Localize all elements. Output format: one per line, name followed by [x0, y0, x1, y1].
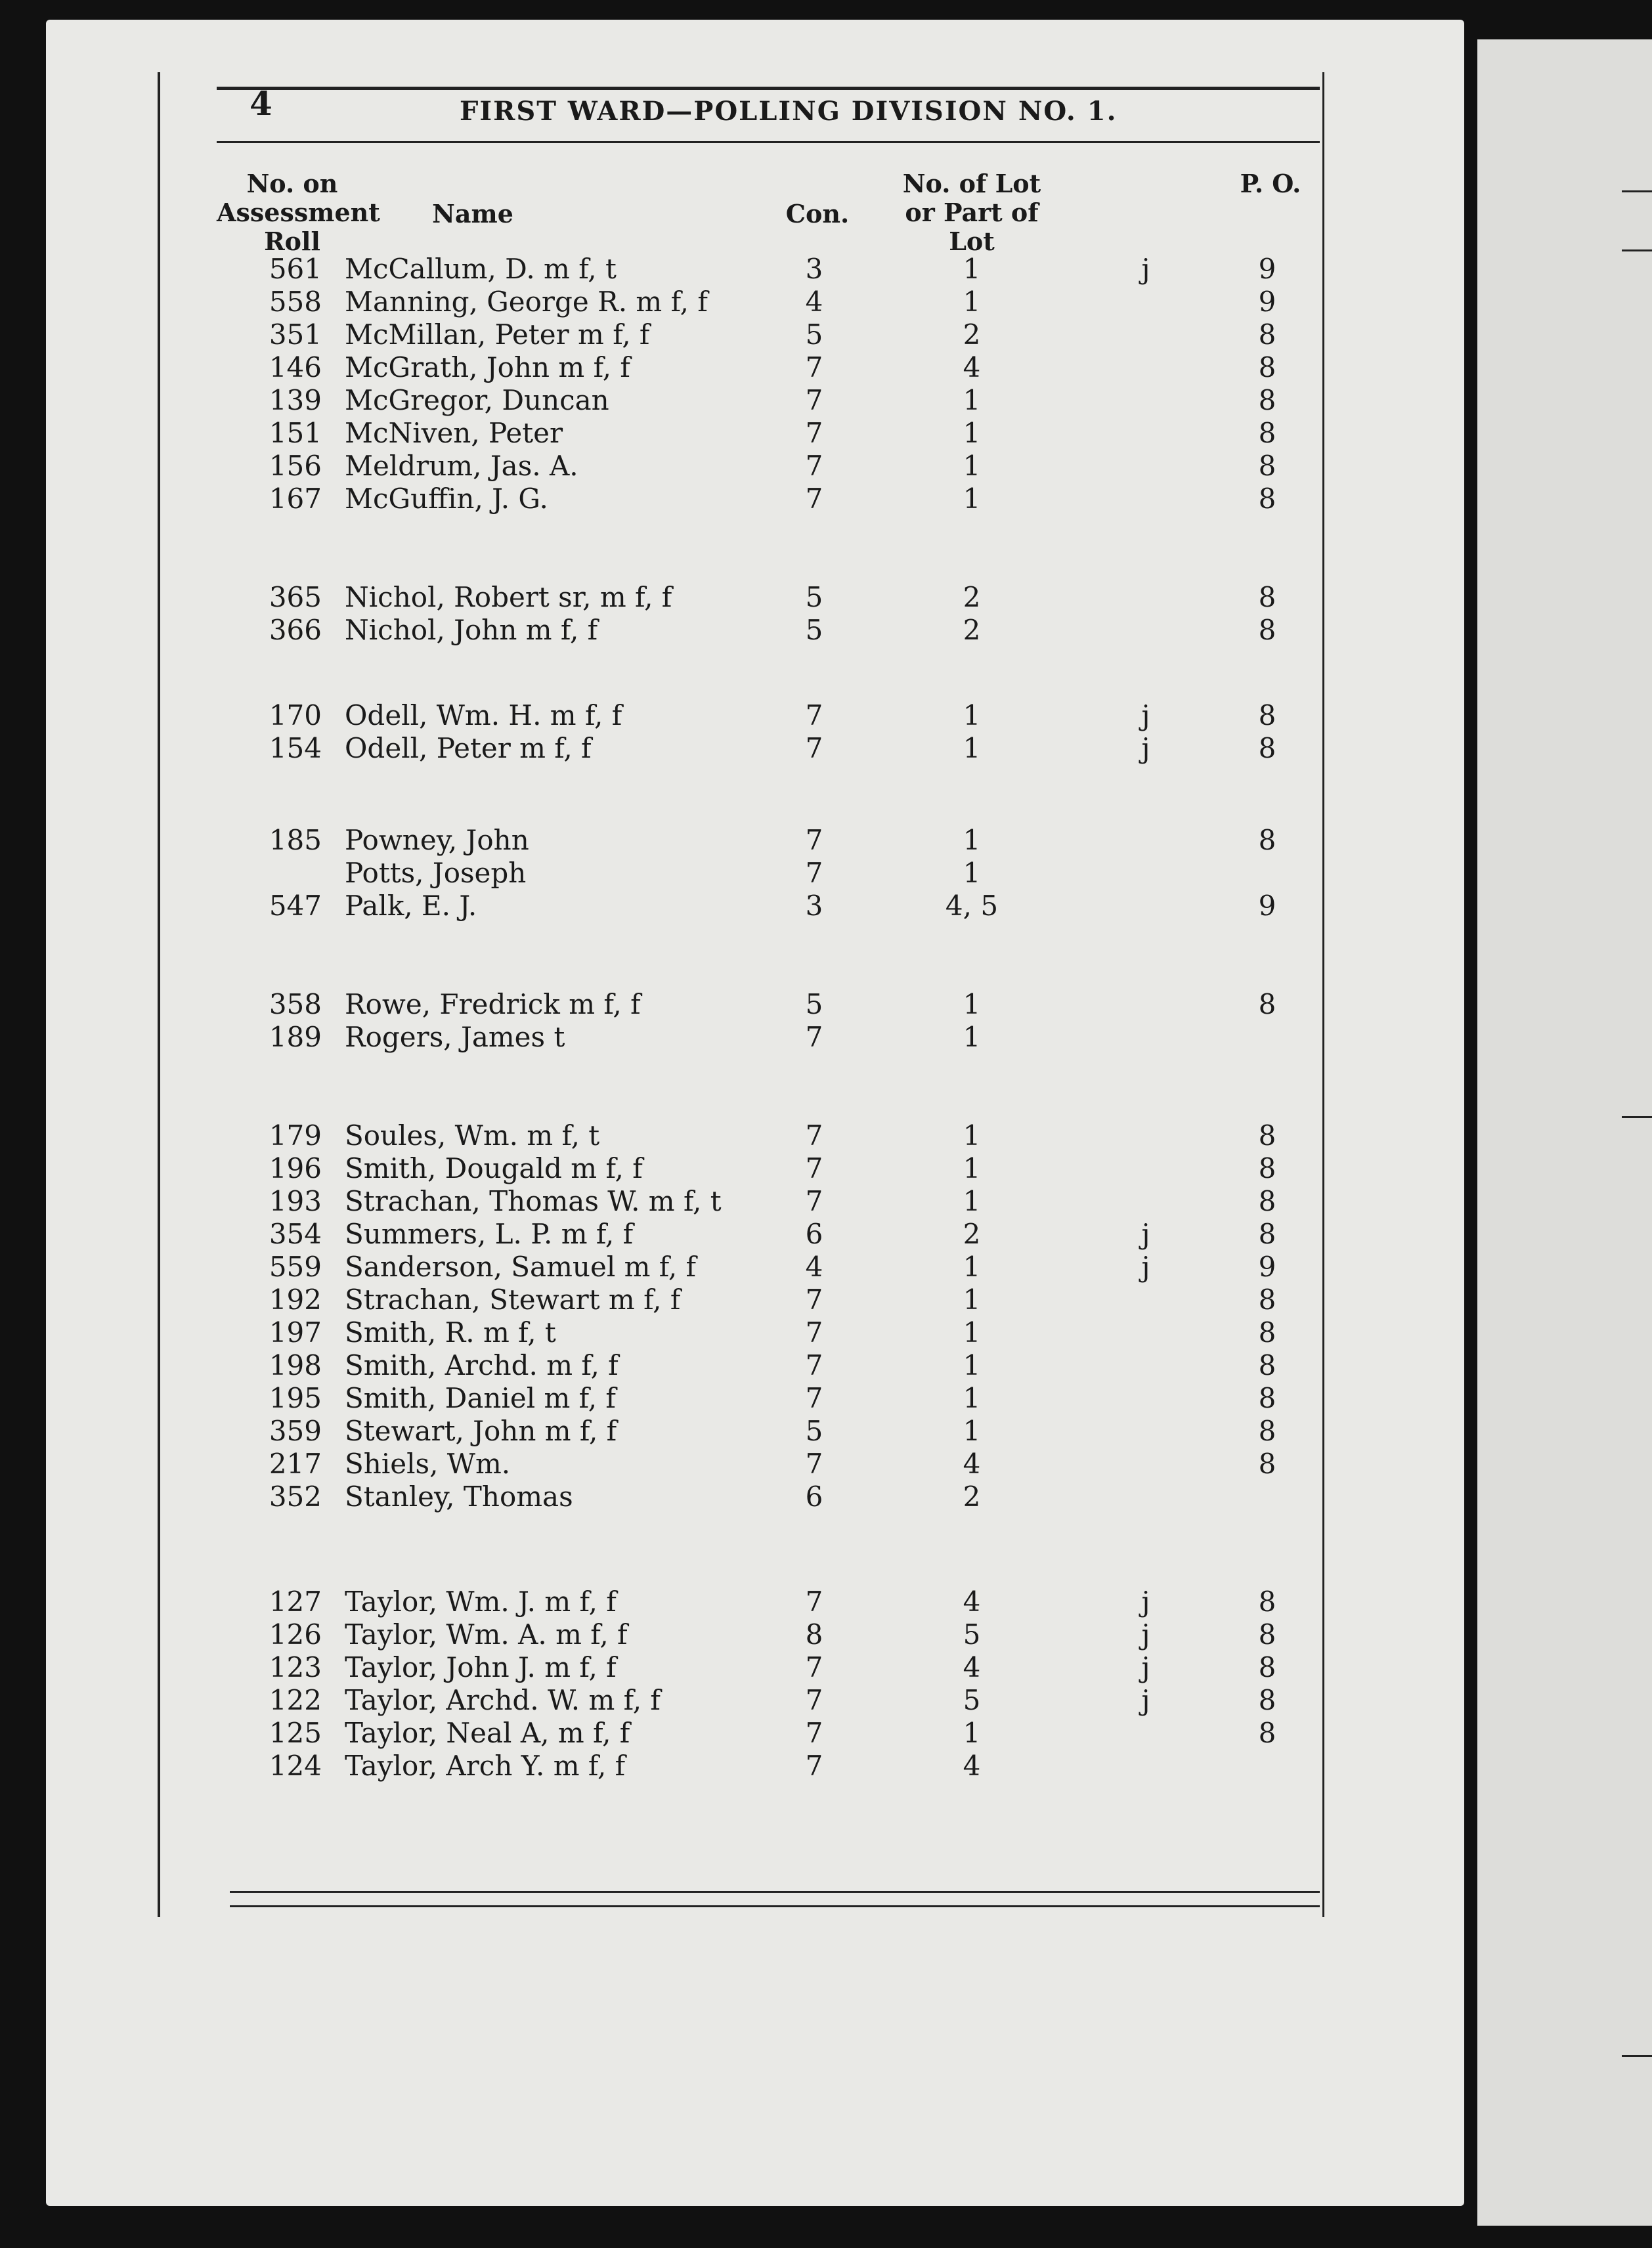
juror-mark: j	[1141, 1684, 1150, 1716]
concession: 7	[805, 857, 823, 889]
voter-name: Shiels, Wm.	[345, 1448, 511, 1480]
lot-number: 2	[963, 318, 981, 351]
post-office: 8	[1258, 417, 1276, 449]
post-office: 8	[1258, 1185, 1276, 1217]
post-office: 8	[1258, 384, 1276, 416]
roll-number: 193	[269, 1185, 322, 1217]
post-office: 8	[1258, 483, 1276, 515]
header-rule-top	[217, 87, 1320, 90]
voter-name: Taylor, Wm. A. m f, f	[345, 1618, 628, 1651]
table-row	[0, 483, 1418, 515]
lot-number: 4	[963, 1586, 981, 1618]
roll-number: 189	[269, 1021, 322, 1053]
table-row	[0, 1218, 1418, 1251]
post-office: 8	[1258, 1349, 1276, 1381]
post-office: 8	[1258, 988, 1276, 1020]
post-office: 8	[1258, 1448, 1276, 1480]
voter-name: Soules, Wm. m f, t	[345, 1119, 600, 1152]
table-row	[0, 1349, 1418, 1382]
voter-name: Smith, Dougald m f, f	[345, 1152, 643, 1184]
lot-number: 1	[963, 286, 981, 318]
lot-number: 1	[963, 732, 981, 764]
voter-name: Taylor, Arch Y. m f, f	[345, 1750, 626, 1782]
page-number: 4	[250, 84, 272, 123]
table-row	[0, 890, 1418, 922]
roll-number: 198	[269, 1349, 322, 1381]
lot-number: 1	[963, 699, 981, 731]
post-office: 8	[1258, 1152, 1276, 1184]
concession: 7	[805, 1185, 823, 1217]
voter-name: McGuffin, J. G.	[345, 483, 548, 515]
lot-number: 1	[963, 384, 981, 416]
roll-number: 558	[269, 286, 322, 318]
lot-number: 2	[963, 581, 981, 613]
concession: 7	[805, 1316, 823, 1349]
table-row	[0, 581, 1418, 614]
table-row	[0, 351, 1418, 384]
juror-mark: j	[1141, 699, 1150, 731]
concession: 7	[805, 483, 823, 515]
roll-number: 561	[269, 253, 322, 285]
lot-number: 1	[963, 1119, 981, 1152]
juror-mark: j	[1141, 1251, 1150, 1283]
juror-mark: j	[1141, 253, 1150, 285]
table-row	[0, 824, 1418, 857]
post-office: 8	[1258, 1119, 1276, 1152]
post-office: 8	[1258, 1586, 1276, 1618]
concession: 7	[805, 1021, 823, 1053]
lot-number: 1	[963, 253, 981, 285]
table-row	[0, 1021, 1418, 1054]
voter-name: Strachan, Stewart m f, f	[345, 1284, 681, 1316]
post-office: 8	[1258, 732, 1276, 764]
table-row	[0, 1717, 1418, 1750]
post-office: 8	[1258, 1218, 1276, 1250]
voter-name: Potts, Joseph	[345, 857, 527, 889]
col-header-lot: No. of Lot or Part of Lot	[902, 169, 1041, 256]
concession: 7	[805, 1382, 823, 1414]
post-office: 9	[1258, 890, 1276, 922]
concession: 5	[805, 581, 823, 613]
concession: 7	[805, 1349, 823, 1381]
concession: 7	[805, 1284, 823, 1316]
voter-name: McMillan, Peter m f, f	[345, 318, 650, 351]
roll-number: 151	[269, 417, 322, 449]
post-office: 8	[1258, 824, 1276, 856]
footer-rule-bottom	[230, 1905, 1320, 1907]
post-office: 8	[1258, 1684, 1276, 1716]
concession: 5	[805, 988, 823, 1020]
post-office: 8	[1258, 1618, 1276, 1651]
voter-name: McNiven, Peter	[345, 417, 563, 449]
lot-number: 1	[963, 857, 981, 889]
post-office: 8	[1258, 581, 1276, 613]
concession: 6	[805, 1481, 823, 1513]
table-row	[0, 1651, 1418, 1684]
col-header-roll: No. on Assessment Roll	[217, 169, 380, 256]
lot-number: 2	[963, 614, 981, 646]
voter-name: Palk, E. J.	[345, 890, 477, 922]
roll-number: 366	[269, 614, 322, 646]
voter-name: Meldrum, Jas. A.	[345, 450, 578, 482]
roll-number: 127	[269, 1586, 322, 1618]
table-row	[0, 1481, 1418, 1513]
lot-number: 1	[963, 1284, 981, 1316]
post-office: 8	[1258, 1284, 1276, 1316]
post-office: 8	[1258, 1717, 1276, 1749]
concession: 7	[805, 1717, 823, 1749]
roll-number: 365	[269, 581, 322, 613]
roll-number: 352	[269, 1481, 322, 1513]
table-row	[0, 988, 1418, 1021]
voter-name: McCallum, D. m f, t	[345, 253, 617, 285]
table-row	[0, 1750, 1418, 1783]
concession: 7	[805, 1684, 823, 1716]
table-row	[0, 1251, 1418, 1284]
voter-name: Rowe, Fredrick m f, f	[345, 988, 641, 1020]
post-office: 8	[1258, 351, 1276, 383]
table-row	[0, 1316, 1418, 1349]
lot-number: 1	[963, 824, 981, 856]
concession: 4	[805, 286, 823, 318]
table-row	[0, 699, 1418, 732]
post-office: 9	[1258, 1251, 1276, 1283]
concession: 7	[805, 1750, 823, 1782]
concession: 5	[805, 1415, 823, 1447]
table-row	[0, 1618, 1418, 1651]
concession: 5	[805, 614, 823, 646]
roll-number: 197	[269, 1316, 322, 1349]
concession: 7	[805, 1448, 823, 1480]
voter-name: Rogers, James t	[345, 1021, 565, 1053]
table-row	[0, 1448, 1418, 1481]
concession: 8	[805, 1618, 823, 1651]
roll-number: 124	[269, 1750, 322, 1782]
concession: 7	[805, 1152, 823, 1184]
concession: 3	[805, 890, 823, 922]
roll-number: 122	[269, 1684, 322, 1716]
table-row	[0, 1586, 1418, 1618]
footer-rule-top	[230, 1891, 1320, 1893]
roll-number: 123	[269, 1651, 322, 1683]
page-title: FIRST WARD—POLLING DIVISION NO. 1.	[460, 96, 1118, 127]
roll-number: 185	[269, 824, 322, 856]
table-row	[0, 286, 1418, 318]
juror-mark: j	[1141, 732, 1150, 764]
juror-mark: j	[1141, 1586, 1150, 1618]
table-row	[0, 732, 1418, 765]
voter-name: Nichol, Robert sr, m f, f	[345, 581, 672, 613]
post-office: 9	[1258, 286, 1276, 318]
lot-number: 1	[963, 450, 981, 482]
concession: 7	[805, 1586, 823, 1618]
concession: 4	[805, 1251, 823, 1283]
post-office: 8	[1258, 1316, 1276, 1349]
voter-name: Manning, George R. m f, f	[345, 286, 708, 318]
concession: 7	[805, 450, 823, 482]
voter-name: McGregor, Duncan	[345, 384, 609, 416]
roll-number: 125	[269, 1717, 322, 1749]
lot-number: 1	[963, 417, 981, 449]
table-row	[0, 1415, 1418, 1448]
concession: 7	[805, 824, 823, 856]
roll-number: 139	[269, 384, 322, 416]
lot-number: 1	[963, 1152, 981, 1184]
voter-name: Nichol, John m f, f	[345, 614, 598, 646]
adjacent-page-edge	[1477, 39, 1652, 2226]
lot-number: 1	[963, 988, 981, 1020]
roll-number: 217	[269, 1448, 322, 1480]
post-office: 8	[1258, 318, 1276, 351]
lot-number: 1	[963, 1415, 981, 1447]
table-row	[0, 253, 1418, 286]
table-row	[0, 1684, 1418, 1717]
voter-name: Taylor, Archd. W. m f, f	[345, 1684, 661, 1716]
concession: 7	[805, 384, 823, 416]
table-row	[0, 857, 1418, 890]
roll-number: 179	[269, 1119, 322, 1152]
voter-name: Stanley, Thomas	[345, 1481, 573, 1513]
table-row	[0, 1284, 1418, 1316]
col-header-name: Name	[432, 199, 513, 228]
lot-number: 1	[963, 1185, 981, 1217]
roll-number: 358	[269, 988, 322, 1020]
table-row	[0, 1185, 1418, 1218]
table-row	[0, 318, 1418, 351]
voter-name: Smith, Archd. m f, f	[345, 1349, 619, 1381]
roll-number: 559	[269, 1251, 322, 1283]
voter-name: Sanderson, Samuel m f, f	[345, 1251, 697, 1283]
voter-name: Powney, John	[345, 824, 529, 856]
voter-name: Stewart, John m f, f	[345, 1415, 617, 1447]
voter-name: Strachan, Thomas W. m f, t	[345, 1185, 722, 1217]
voter-name: Taylor, John J. m f, f	[345, 1651, 617, 1683]
post-office: 8	[1258, 1651, 1276, 1683]
lot-number: 2	[963, 1481, 981, 1513]
lot-number: 4	[963, 351, 981, 383]
concession: 6	[805, 1218, 823, 1250]
table-row	[0, 1152, 1418, 1185]
post-office: 8	[1258, 699, 1276, 731]
voter-name: Odell, Peter m f, f	[345, 732, 592, 764]
lot-number: 4	[963, 1651, 981, 1683]
roll-number: 154	[269, 732, 322, 764]
concession: 7	[805, 1651, 823, 1683]
voter-name: Odell, Wm. H. m f, f	[345, 699, 622, 731]
roll-number: 156	[269, 450, 322, 482]
concession: 5	[805, 318, 823, 351]
lot-number: 1	[963, 1382, 981, 1414]
roll-number: 196	[269, 1152, 322, 1184]
table-row	[0, 1119, 1418, 1152]
roll-number: 195	[269, 1382, 322, 1414]
roll-number: 167	[269, 483, 322, 515]
roll-number: 354	[269, 1218, 322, 1250]
concession: 7	[805, 732, 823, 764]
concession: 7	[805, 351, 823, 383]
post-office: 9	[1258, 253, 1276, 285]
lot-number: 1	[963, 1316, 981, 1349]
roll-number: 351	[269, 318, 322, 351]
roll-number: 146	[269, 351, 322, 383]
voter-name: Smith, Daniel m f, f	[345, 1382, 616, 1414]
table-row	[0, 614, 1418, 647]
juror-mark: j	[1141, 1651, 1150, 1683]
lot-number: 5	[963, 1684, 981, 1716]
concession: 7	[805, 1119, 823, 1152]
roll-number: 192	[269, 1284, 322, 1316]
voter-name: Taylor, Neal A, m f, f	[345, 1717, 630, 1749]
voter-name: Summers, L. P. m f, f	[345, 1218, 634, 1250]
roll-number: 170	[269, 699, 322, 731]
lot-number: 1	[963, 483, 981, 515]
lot-number: 4	[963, 1750, 981, 1782]
post-office: 8	[1258, 1382, 1276, 1414]
table-row	[0, 450, 1418, 483]
table-row	[0, 384, 1418, 417]
concession: 3	[805, 253, 823, 285]
table-row	[0, 417, 1418, 450]
juror-mark: j	[1141, 1218, 1150, 1250]
voter-name: Smith, R. m f, t	[345, 1316, 556, 1349]
header-rule-bottom	[217, 141, 1320, 143]
col-header-con: Con.	[785, 199, 850, 228]
col-header-po: P. O.	[1240, 169, 1301, 198]
lot-number: 2	[963, 1218, 981, 1250]
concession: 7	[805, 417, 823, 449]
lot-number: 1	[963, 1251, 981, 1283]
table-row	[0, 1382, 1418, 1415]
concession: 7	[805, 699, 823, 731]
lot-number: 4, 5	[945, 890, 999, 922]
post-office: 8	[1258, 1415, 1276, 1447]
lot-number: 4	[963, 1448, 981, 1480]
juror-mark: j	[1141, 1618, 1150, 1651]
roll-number: 359	[269, 1415, 322, 1447]
voter-name: Taylor, Wm. J. m f, f	[345, 1586, 617, 1618]
lot-number: 1	[963, 1349, 981, 1381]
voter-name: McGrath, John m f, f	[345, 351, 630, 383]
roll-number: 126	[269, 1618, 322, 1651]
lot-number: 5	[963, 1618, 981, 1651]
lot-number: 1	[963, 1717, 981, 1749]
post-office: 8	[1258, 450, 1276, 482]
roll-number: 547	[269, 890, 322, 922]
post-office: 8	[1258, 614, 1276, 646]
lot-number: 1	[963, 1021, 981, 1053]
